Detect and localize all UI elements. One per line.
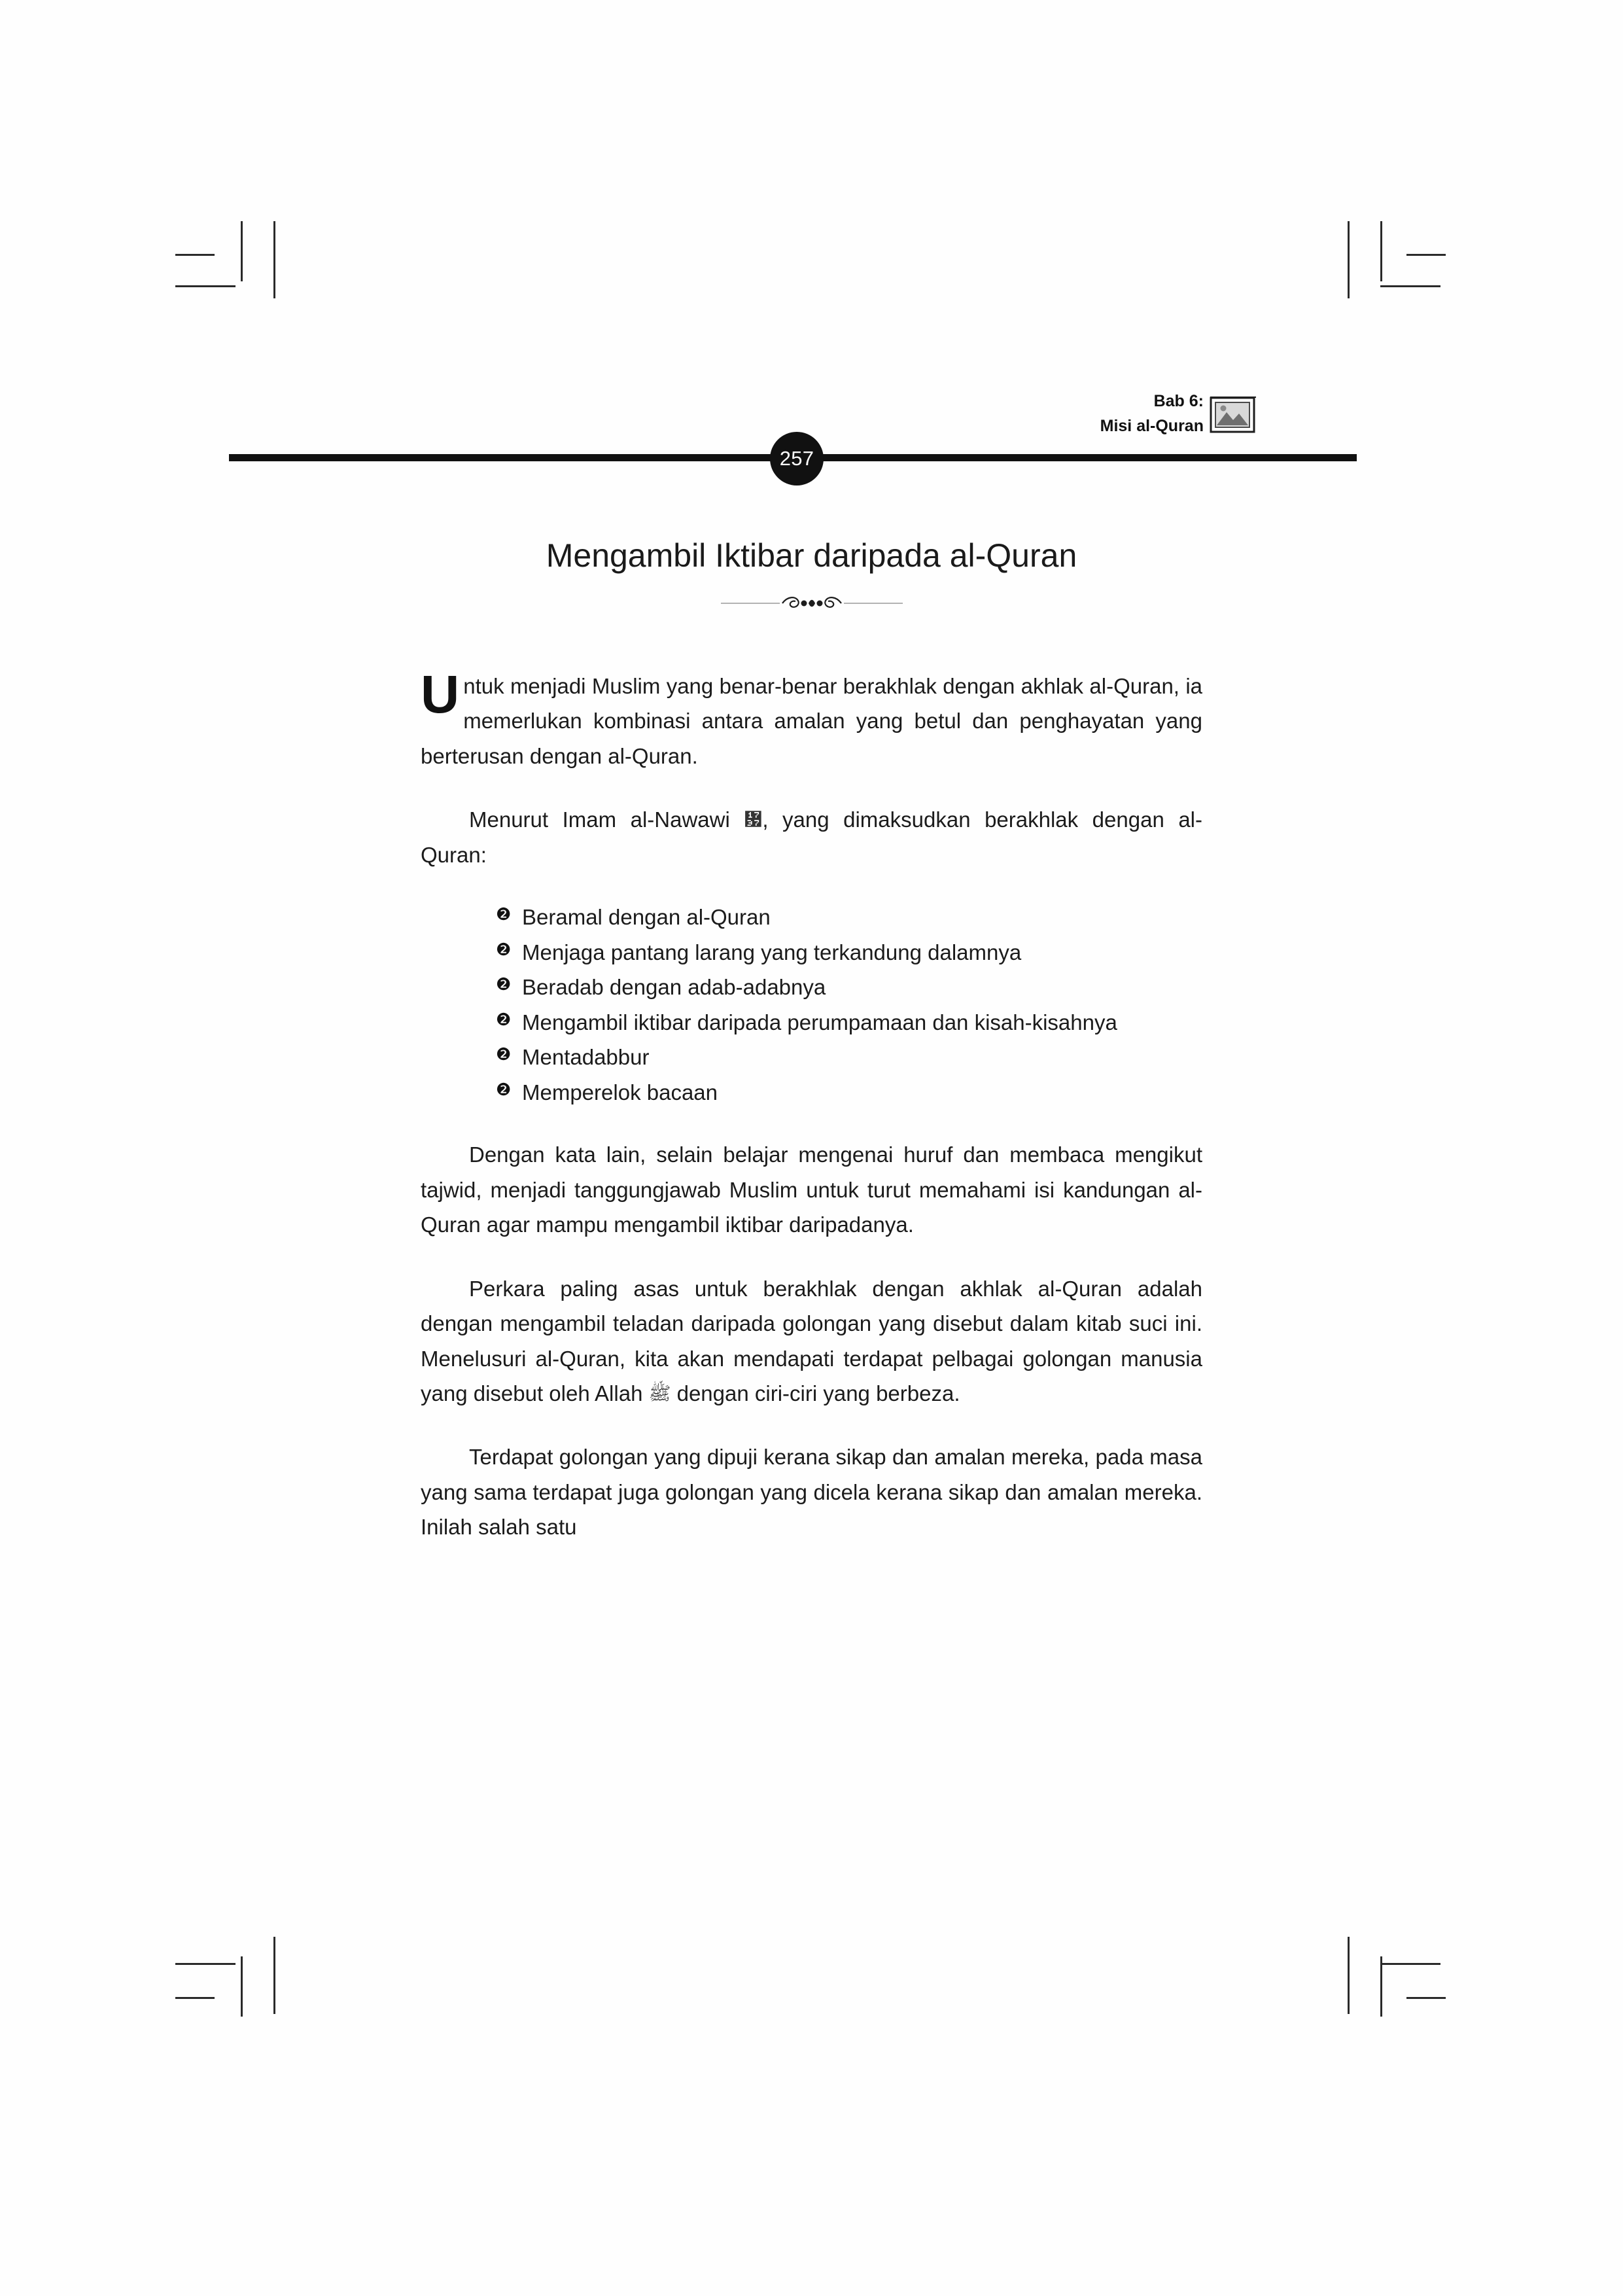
list-item	[496, 901, 1202, 934]
chapter-label-line2: Misi al-Quran	[1100, 416, 1204, 435]
paragraph-4	[421, 1271, 1202, 1411]
list-item-label: Memperelok bacaan	[522, 1080, 718, 1104]
bullet-marker-icon: ❷	[496, 974, 512, 995]
list-item-label: Mengambil iktibar daripada perumpamaan dan kisah-kisahnya	[522, 1010, 1117, 1034]
page-title: Mengambil Iktibar daripada al-Quran	[546, 537, 1077, 574]
list-item	[496, 1076, 1202, 1109]
drop-cap: U	[421, 665, 460, 724]
paragraph-2	[421, 802, 1202, 872]
list-item-label: Mentadabbur	[522, 1045, 650, 1070]
paragraph-5: Terdapat golongan yang dipuji kerana sikap dan amalan mereka, pada masa yang sama terdapat juga golongan yang dicela kerana sikap dan amalan mereka. Inilah salah satu	[421, 1445, 1202, 1540]
bullet-marker-icon: ❷	[496, 1044, 512, 1065]
flourish-divider-icon	[0, 592, 1623, 618]
paragraph-1	[421, 665, 1202, 773]
bullet-list	[421, 901, 1202, 1108]
bullet-marker-icon: ❷	[496, 939, 512, 959]
list-item	[496, 1041, 1202, 1074]
paragraph-4-text-after: dengan ciri-ciri yang berbeza.	[671, 1381, 960, 1405]
bullet-marker-icon: ❷	[496, 1079, 512, 1099]
list-item	[496, 936, 1202, 969]
subhanahu-wataala-glyph: ﷺ	[648, 1383, 671, 1404]
body-column	[421, 665, 1202, 1545]
paragraph-3: Dengan kata lain, selain belajar mengenai huruf dan membaca mengikut tajwid, menjadi tanggungjawab Muslim untuk turut memahami isi kandungan al-Quran agar mampu mengambil iktibar daripadanya.	[421, 1142, 1202, 1237]
rahimahullah-glyph: ᜷	[744, 809, 763, 830]
paragraph-2-text-after: , yang dimaksudkan berakhlak dengan al-Quran:	[421, 807, 1202, 867]
picture-frame-icon	[1209, 395, 1257, 436]
bullet-marker-icon: ❷	[496, 1009, 512, 1029]
list-item-label: Beramal dengan al-Quran	[522, 905, 771, 930]
chapter-label-line1: Bab 6:	[1153, 392, 1204, 410]
list-item-label: Beradab dengan adab-adabnya	[522, 975, 826, 1000]
paragraph-1-text: ntuk menjadi Muslim yang benar-benar berakhlak dengan akhlak al-Quran, ia memerlukan kombinasi antara amalan yang betul dan penghayatan yang berterusan dengan al-Quran.	[421, 674, 1202, 768]
chapter-label	[1001, 389, 1204, 438]
page-number-badge: 257	[770, 432, 824, 486]
paragraph-2-text-before: Menurut Imam al-Nawawi	[469, 807, 744, 832]
list-item	[496, 1006, 1202, 1039]
list-item-label: Menjaga pantang larang yang terkandung dalamnya	[522, 940, 1022, 964]
bullet-marker-icon: ❷	[496, 904, 512, 925]
paragraph-4-text-before: Perkara paling asas untuk berakhlak dengan akhlak al-Quran adalah dengan mengambil teladan daripada golongan yang disebut dalam kitab suci ini. Menelusuri al-Quran, kita akan mendapati terdapat pelbagai golongan manusia yang disebut oleh Allah	[421, 1276, 1202, 1405]
list-item	[496, 971, 1202, 1004]
